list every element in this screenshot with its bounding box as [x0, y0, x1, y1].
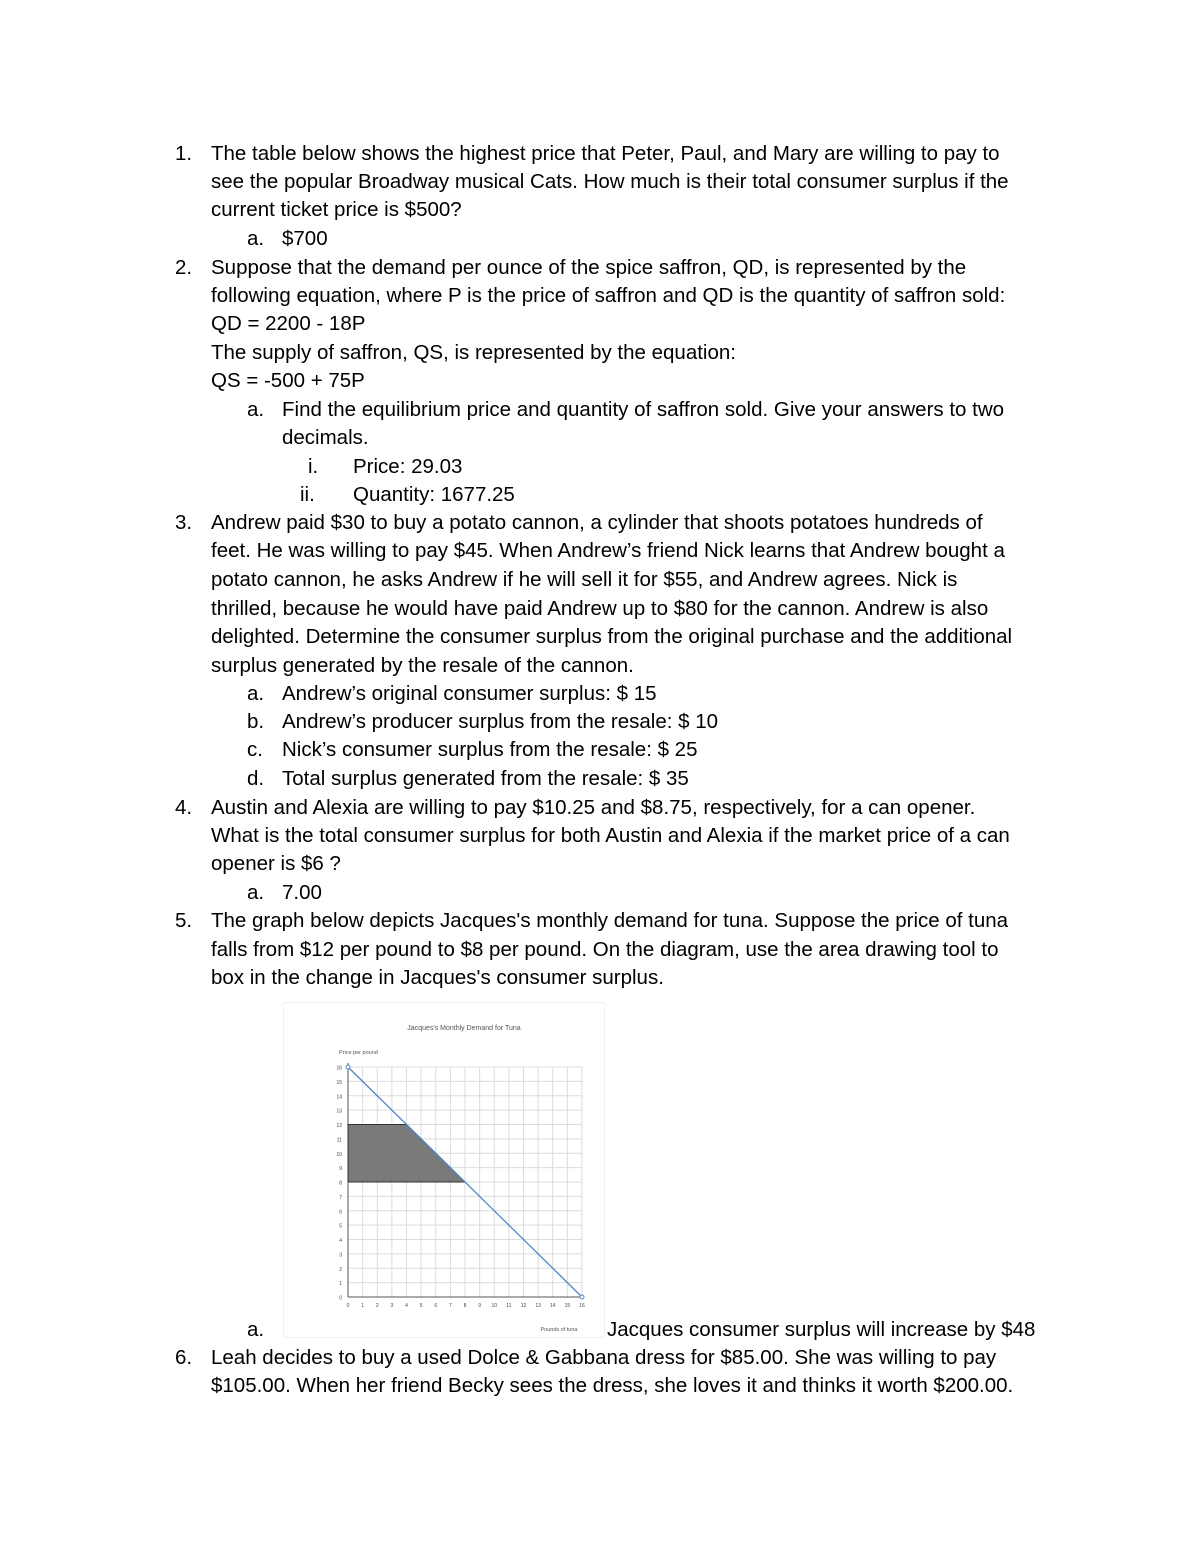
- y-tick-label: 7: [339, 1194, 342, 1201]
- x-tick-label: 6: [434, 1303, 438, 1309]
- y-tick-label: 12: [336, 1123, 342, 1129]
- sub-answer-text: Price: 29.03: [353, 455, 463, 478]
- y-tick-label: 5: [339, 1223, 342, 1230]
- x-tick-label: 1: [361, 1303, 365, 1309]
- question-text-line: Suppose that the demand per ounce of the spice saffron, QD, is represented by the: [211, 256, 967, 279]
- x-tick-label: 12: [520, 1303, 527, 1309]
- x-tick-label: 4: [405, 1303, 408, 1309]
- answer-label: d.: [247, 767, 265, 790]
- x-tick-label: 3: [390, 1303, 394, 1309]
- question-text-line: The graph below depicts Jacques's monthly demand for tuna. Suppose the price of tuna: [211, 909, 1009, 932]
- y-tick-label: 6: [339, 1209, 342, 1216]
- question-text-line: falls from $12 per pound to $8 per pound. On the diagram, use the area drawing tool to: [211, 938, 999, 961]
- question-number: 1.: [175, 142, 193, 165]
- sub-answer-label: ii.: [300, 483, 315, 506]
- answer-text: Andrew’s original consumer surplus: $ 15: [282, 682, 657, 705]
- question-text-line: Andrew paid $30 to buy a potato cannon, a cylinder that shoots potatoes hundreds of: [211, 511, 983, 534]
- answer-label: a.: [247, 682, 265, 705]
- y-tick-label: 1: [339, 1281, 342, 1288]
- chart-title: Jacques's Monthly Demand for Tuna: [407, 1025, 521, 1032]
- answer-label: a.: [247, 881, 265, 904]
- answer-text: 7.00: [282, 881, 322, 904]
- answer-text: Total surplus generated from the resale: $ 35: [282, 767, 689, 790]
- question-text-line: What is the total consumer surplus for both Austin and Alexia if the market price of a can: [211, 824, 1010, 847]
- question-text-line: surplus generated by the resale of the cannon.: [211, 654, 634, 677]
- question-text-line: QD = 2200 - 18P: [211, 312, 366, 335]
- question-text-line: thrilled, because he would have paid Andrew up to $80 for the cannon. Andrew is also: [211, 597, 989, 620]
- question-number: 5.: [175, 909, 193, 932]
- question-text-line: opener is $6 ?: [211, 852, 341, 875]
- y-tick-label: 4: [339, 1238, 342, 1244]
- x-tick-label: 7: [448, 1303, 452, 1309]
- x-axis-label: Pounds of tuna: [540, 1327, 578, 1333]
- answer-text: Find the equilibrium price and quantity of saffron sold. Give your answers to two: [282, 398, 1005, 421]
- x-tick-label: 9: [478, 1303, 482, 1309]
- question-text-line: The supply of saffron, QS, is represented by the equation:: [211, 341, 736, 364]
- question-number: 6.: [175, 1346, 193, 1369]
- demand-chart: [284, 1003, 604, 1337]
- x-tick-label: 13: [535, 1303, 541, 1309]
- answer-text: decimals.: [282, 426, 369, 449]
- question-text-line: QS = -500 + 75P: [211, 369, 365, 392]
- y-tick-label: 9: [339, 1166, 342, 1173]
- x-tick-label: 15: [564, 1303, 571, 1309]
- answer-label: c.: [247, 738, 263, 761]
- y-axis-label: Price per pound: [339, 1050, 378, 1056]
- y-tick-label: 0: [339, 1295, 342, 1302]
- y-tick-label: 10: [336, 1151, 342, 1158]
- answer-text: Andrew’s producer surplus from the resale: $ 10: [282, 710, 719, 733]
- question-text-line: delighted. Determine the consumer surplus from the original purchase and the additional: [211, 625, 1013, 648]
- question-text-line: current ticket price is $500?: [211, 198, 462, 221]
- x-tick-label: 2: [375, 1303, 379, 1309]
- y-tick-label: 16: [336, 1065, 342, 1072]
- question-text-line: box in the change in Jacques's consumer surplus.: [211, 966, 664, 989]
- y-tick-label: 3: [339, 1252, 342, 1259]
- x-tick-label: 8: [463, 1303, 467, 1309]
- question-number: 3.: [175, 511, 193, 534]
- question-text-line: feet. He was willing to pay $45. When Andrew’s friend Nick learns that Andrew bought a: [211, 539, 1005, 562]
- question-text-line: Austin and Alexia are willing to pay $10.25 and $8.75, respectively, for a can opener.: [211, 796, 976, 819]
- question-text-line: following equation, where P is the price of saffron and QD is the quantity of saffron sold:: [211, 284, 1006, 307]
- y-tick-label: 2: [339, 1266, 342, 1273]
- y-tick-label: 13: [336, 1108, 342, 1115]
- answer-label: a.: [247, 1318, 265, 1341]
- sub-answer-text: Quantity: 1677.25: [353, 483, 515, 506]
- y-tick-label: 8: [339, 1180, 342, 1187]
- question-text-line: Leah decides to buy a used Dolce & Gabbana dress for $85.00. She was willing to pay: [211, 1346, 997, 1369]
- y-tick-label: 15: [336, 1079, 342, 1086]
- question-number: 4.: [175, 796, 193, 819]
- y-tick-label: 14: [336, 1094, 342, 1101]
- sub-answer-label: i.: [308, 455, 319, 478]
- x-tick-label: 11: [506, 1303, 512, 1309]
- x-tick-label: 5: [419, 1303, 423, 1309]
- question-text-line: see the popular Broadway musical Cats. How much is their total consumer surplus if the: [211, 170, 1009, 193]
- x-tick-label: 0: [346, 1303, 350, 1309]
- answer-label: b.: [247, 710, 265, 733]
- demand-endpoint: [580, 1295, 584, 1299]
- y-tick-label: 11: [336, 1137, 342, 1144]
- question-text-line: $105.00. When her friend Becky sees the dress, she loves it and thinks it worth $200.00.: [211, 1374, 1014, 1397]
- x-tick-label: 14: [549, 1303, 556, 1309]
- x-tick-label: 10: [491, 1303, 498, 1309]
- demand-chart-image: [283, 1002, 605, 1338]
- answer-text: Nick’s consumer surplus from the resale: $ 25: [282, 738, 698, 761]
- answer-text: $700: [282, 227, 328, 250]
- answer-text: Jacques consumer surplus will increase by $48: [607, 1318, 1036, 1341]
- demand-endpoint: [346, 1065, 350, 1069]
- answer-label: a.: [247, 398, 265, 421]
- question-number: 2.: [175, 256, 193, 279]
- question-text-line: potato cannon, he asks Andrew if he will sell it for $55, and Andrew agrees. Nick is: [211, 568, 958, 591]
- question-text-line: The table below shows the highest price that Peter, Paul, and Mary are willing to pay to: [211, 142, 1000, 165]
- answer-label: a.: [247, 227, 265, 250]
- x-tick-label: 16: [579, 1303, 585, 1309]
